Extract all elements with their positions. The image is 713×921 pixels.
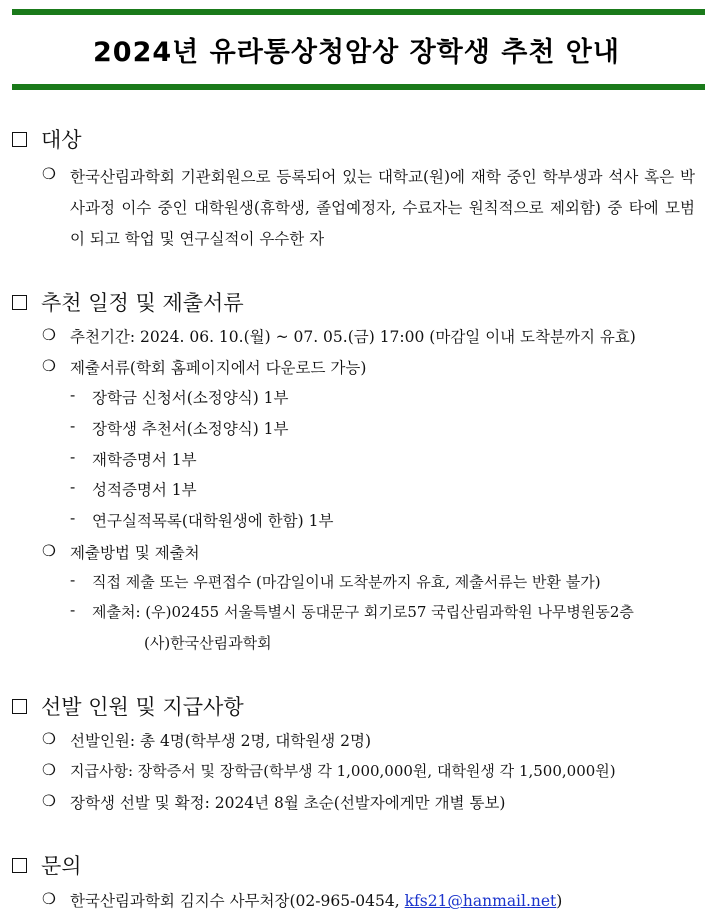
selection-item: 지급사항: 장학증서 및 장학금(학부생 각 1,000,000원, 대학원생 각 1,500,000원) bbox=[70, 762, 616, 780]
contact-email-link[interactable]: kfs21@hanmail.net bbox=[404, 892, 557, 910]
dash-icon: - bbox=[70, 417, 76, 435]
circle-bullet-icon: ❍ bbox=[42, 761, 56, 779]
square-bullet-icon bbox=[12, 858, 27, 873]
bottom-green-rule bbox=[12, 84, 705, 90]
submission-address: 제출처: (우)02455 서울특별시 동대문구 회기로57 국립산림과학원 나무병원동2층 bbox=[92, 603, 634, 621]
document-item: 장학금 신청서(소정양식) 1부 bbox=[92, 389, 289, 407]
dash-icon: - bbox=[70, 478, 76, 496]
circle-bullet-icon: ❍ bbox=[42, 792, 56, 810]
section-heading-contact bbox=[12, 850, 82, 880]
square-bullet-icon bbox=[12, 699, 27, 714]
section-heading-target bbox=[12, 124, 82, 154]
selection-item: 선발인원: 총 4명(학부생 2명, 대학원생 2명) bbox=[70, 732, 372, 750]
square-bullet-icon bbox=[12, 295, 27, 310]
contact-close: ) bbox=[556, 892, 563, 910]
target-description: 한국산림과학회 기관회원으로 등록되어 있는 대학교(원)에 재학 중인 학부생과 석사 혹은 박사과정 이수 중인 대학원생(휴학생, 졸업예정자, 수료자는 원칙적으로 제외함) 중 타에 모범이 되고 학업 및 연구실적이 우수한 자 bbox=[70, 168, 695, 248]
circle-bullet-icon: ❍ bbox=[42, 165, 56, 183]
circle-bullet-icon: ❍ bbox=[42, 890, 56, 908]
submission-method: 직접 제출 또는 우편접수 (마감일이내 도착분까지 유효, 제출서류는 반환 불가) bbox=[92, 573, 601, 591]
section-title: 선발 인원 및 지급사항 bbox=[41, 695, 244, 719]
square-bullet-icon bbox=[12, 132, 27, 147]
circle-bullet-icon: ❍ bbox=[42, 357, 56, 375]
dash-icon: - bbox=[70, 448, 76, 466]
top-green-rule bbox=[12, 9, 705, 15]
documents-label: 제출서류(학회 홈페이지에서 다운로드 가능) bbox=[70, 359, 367, 377]
section-title: 문의 bbox=[41, 854, 82, 878]
dash-icon: - bbox=[70, 509, 76, 527]
section-title: 추천 일정 및 제출서류 bbox=[41, 291, 244, 315]
contact-line bbox=[70, 889, 562, 911]
section-heading-selection bbox=[12, 691, 244, 721]
circle-bullet-icon: ❍ bbox=[42, 542, 56, 560]
section-title: 대상 bbox=[41, 128, 82, 152]
page-title: 2024년 유라통상청암상 장학생 추천 안내 bbox=[93, 37, 620, 68]
circle-bullet-icon: ❍ bbox=[42, 730, 56, 748]
document-item: 연구실적목록(대학원생에 한함) 1부 bbox=[92, 512, 334, 530]
method-label: 제출방법 및 제출처 bbox=[70, 544, 200, 562]
document-item: 성적증명서 1부 bbox=[92, 481, 197, 499]
section-heading-schedule bbox=[12, 287, 244, 317]
dash-icon: - bbox=[70, 601, 76, 619]
submission-recipient: (사)한국산림과학회 bbox=[144, 634, 272, 652]
selection-item: 장학생 선발 및 확정: 2024년 8월 초순(선발자에게만 개별 통보) bbox=[70, 794, 506, 812]
contact-text: 한국산림과학회 김지수 사무처장(02-965-0454, bbox=[70, 892, 405, 910]
schedule-period: 추천기간: 2024. 06. 10.(월) ~ 07. 05.(금) 17:00 (마감일 이내 도착분까지 유효) bbox=[70, 328, 636, 346]
document-item: 장학생 추천서(소정양식) 1부 bbox=[92, 420, 289, 438]
dash-icon: - bbox=[70, 386, 76, 404]
circle-bullet-icon: ❍ bbox=[42, 326, 56, 344]
dash-icon: - bbox=[70, 571, 76, 589]
document-item: 재학증명서 1부 bbox=[92, 451, 197, 469]
